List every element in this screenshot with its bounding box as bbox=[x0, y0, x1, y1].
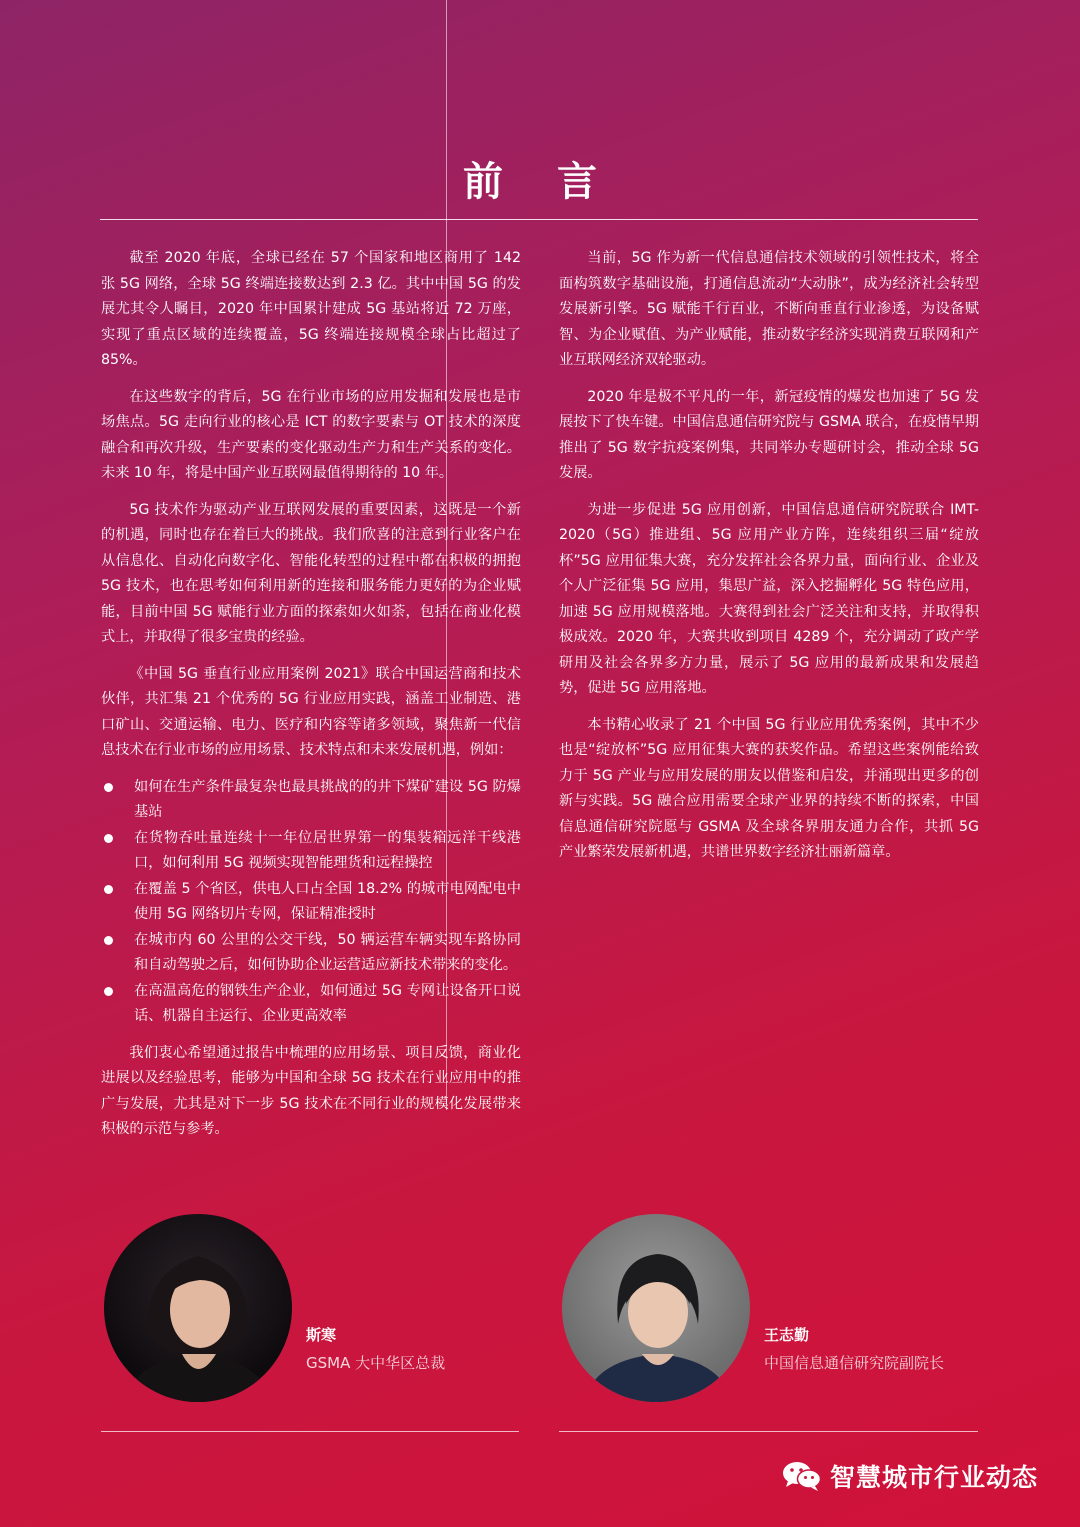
page-title: 前 言 bbox=[463, 159, 617, 205]
left-paragraph-4: 《中国 5G 垂直行业应用案例 2021》联合中国运营商和技术伙伴，共汇集 21 个优秀的 5G 行业应用实践，涵盖工业制造、港口矿山、交通运输、电力、医疗和内容等诸多领域，聚焦新一代信息技术在行业市场的应用场景、技术特点和未来发展机遇，例如： bbox=[101, 665, 521, 758]
bullet-icon bbox=[104, 885, 113, 894]
right-paragraph-4: 本书精心收录了 21 个中国 5G 行业应用优秀案例，其中不少也是“绽放杯”5G 应用征集大赛的获奖作品。希望这些案例能给致力于 5G 产业与应用发展的朋友以借鉴和启发，并涌现出更多的创新与实践。5G 融合应用需要全球产业界的持续不断的探索，中国信息通信研究院愿与 GSMA 及全球各界朋友通力合作，共抓 5G 产业繁荣发展新机遇，共谱世界数字经济壮丽新篇章。 bbox=[559, 716, 979, 860]
bullet-icon bbox=[104, 936, 113, 945]
example-list bbox=[101, 775, 521, 1030]
right-column bbox=[559, 246, 979, 877]
left-paragraph-3: 5G 技术作为驱动产业互联网发展的重要因素，这既是一个新的机遇，同时也存在着巨大的挑战。我们欣喜的注意到行业客户在从信息化、自动化向数字化、智能化转型的过程中都在积极的拥抱 5G 技术，也在思考如何利用新的连接和服务能力更好的为企业赋能，目前中国 5G 赋能行业方面的探索如火如荼，包括在商业化模式上，并取得了很多宝贵的经验。 bbox=[101, 501, 521, 645]
list-item-text: 在覆盖 5 个省区，供电人口占全国 18.2% 的城市电网配电中使用 5G 网络切片专网，保证精准授时 bbox=[134, 880, 521, 922]
bullet-icon bbox=[104, 783, 113, 792]
list-item bbox=[101, 979, 521, 1030]
right-paragraph-2: 2020 年是极不平凡的一年，新冠疫情的爆发也加速了 5G 发展按下了快车键。中国信息通信研究院与 GSMA 联合，在疫情早期推出了 5G 数字抗疫案例集，共同举办专题研讨会，推动全球 5G 发展。 bbox=[559, 388, 979, 481]
portrait-photo-1 bbox=[104, 1214, 292, 1402]
portrait-photo-2 bbox=[562, 1214, 750, 1402]
signature-name-1: 斯寒 bbox=[306, 1326, 337, 1344]
left-paragraph-2: 在这些数字的背后，5G 在行业市场的应用发掘和发展也是市场焦点。5G 走向行业的核心是 ICT 的数字要素与 OT 技术的深度融合和再次升级，生产要素的变化驱动生产力和生产关系的变化。未来 10 年，将是中国产业互联网最值得期待的 10 年。 bbox=[101, 388, 521, 481]
signature-role-1: GSMA 大中华区总裁 bbox=[306, 1354, 446, 1372]
list-item bbox=[101, 775, 521, 826]
title-divider bbox=[100, 219, 978, 220]
left-column bbox=[101, 246, 521, 1154]
bottom-divider-right bbox=[559, 1431, 978, 1432]
list-item bbox=[101, 877, 521, 928]
list-item-text: 在高温高危的钢铁生产企业，如何通过 5G 专网让设备开口说话、机器自主运行、企业更高效率 bbox=[134, 982, 521, 1024]
right-paragraph-1: 当前，5G 作为新一代信息通信技术领域的引领性技术，将全面构筑数字基础设施，打通信息流动“大动脉”，成为经济社会转型发展新引擎。5G 赋能千行百业，不断向垂直行业渗透，为设备赋智、为企业赋值、为产业赋能，推动数字经济实现消费互联网和产业互联网经济双轮驱动。 bbox=[559, 250, 979, 368]
portrait-silhouette-1 bbox=[104, 1214, 292, 1402]
watermark-text: 智慧城市行业动态 bbox=[830, 1463, 1039, 1492]
wechat-icon bbox=[782, 1460, 822, 1492]
watermark bbox=[782, 1458, 1038, 1494]
signature-role-2: 中国信息通信研究院副院长 bbox=[764, 1354, 945, 1372]
signature-name-2: 王志勤 bbox=[764, 1326, 810, 1344]
bullet-icon bbox=[104, 834, 113, 843]
list-item bbox=[101, 826, 521, 877]
list-item-text: 在货物吞吐量连续十一年位居世界第一的集装箱远洋干线港口，如何利用 5G 视频实现智能理货和远程操控 bbox=[134, 829, 521, 871]
left-paragraph-1: 截至 2020 年底，全球已经在 57 个国家和地区商用了 142 张 5G 网络，全球 5G 终端连接数达到 2.3 亿。其中中国 5G 的发展尤其令人瞩目，2020 年中国累计建成 5G 基站将近 72 万座，实现了重点区域的连续覆盖，5G 终端连接规模全球占比超过了 85%。 bbox=[101, 250, 521, 368]
bottom-divider-left bbox=[101, 1431, 519, 1432]
bullet-icon bbox=[104, 987, 113, 996]
list-item bbox=[101, 928, 521, 979]
list-item-text: 如何在生产条件最复杂也最具挑战的的井下煤矿建设 5G 防爆基站 bbox=[134, 778, 521, 820]
right-paragraph-3: 为进一步促进 5G 应用创新，中国信息通信研究院联合 IMT-2020（5G）推进组、5G 应用产业方阵，连续组织三届“绽放杯”5G 应用征集大赛，充分发挥社会各界力量，面向行业、企业及个人广泛征集 5G 应用，集思广益，深入挖掘孵化 5G 特色应用，加速 5G 应用规模落地。大赛得到社会广泛关注和支持，并取得积极成效。2020 年，大赛共收到项目 4289 个，充分调动了政产学研用及社会各界多方力量，展示了 5G 应用的最新成果和发展趋势，促进 5G 应用落地。 bbox=[559, 501, 979, 696]
list-item-text: 在城市内 60 公里的公交干线，50 辆运营车辆实现车路协同和自动驾驶之后，如何协助企业运营适应新技术带来的变化。 bbox=[134, 931, 521, 973]
left-paragraph-5: 我们衷心希望通过报告中梳理的应用场景、项目反馈，商业化进展以及经验思考，能够为中国和全球 5G 技术在行业应用中的推广与发展，尤其是对下一步 5G 技术在不同行业的规模化发展带来积极的示范与参考。 bbox=[101, 1044, 521, 1137]
portrait-silhouette-2 bbox=[562, 1214, 750, 1402]
